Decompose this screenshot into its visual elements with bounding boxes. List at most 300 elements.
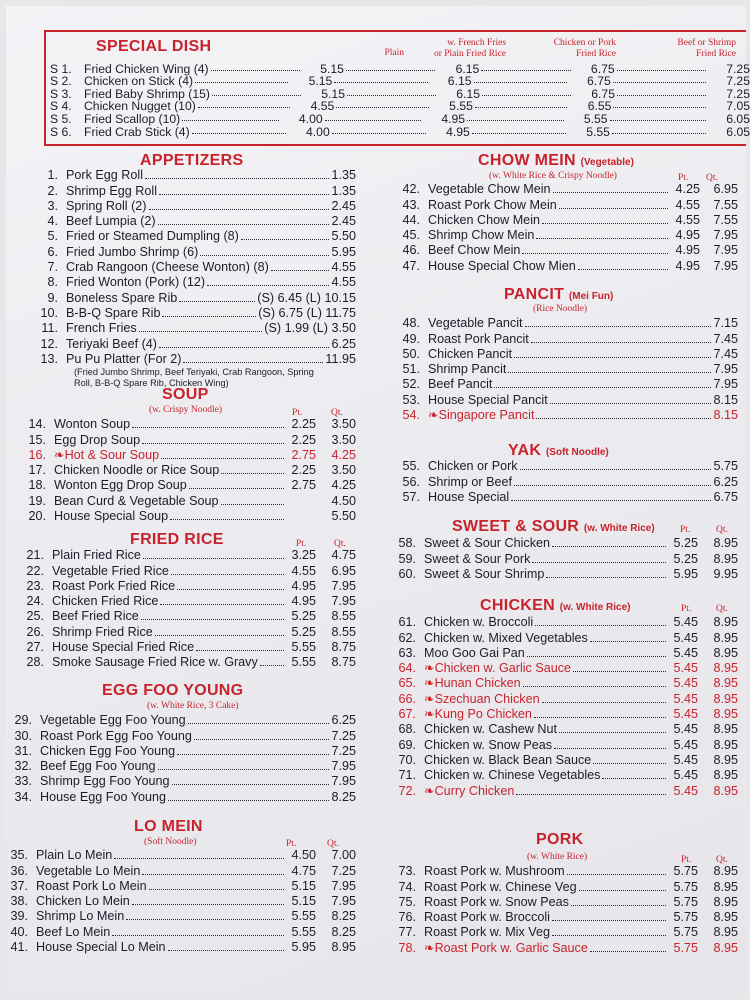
- menu-item-row: [366, 768, 738, 783]
- item-number: 47.: [402, 258, 420, 273]
- item-name: Vegetable Chow Mein: [428, 182, 551, 197]
- leader-dots: [550, 403, 712, 404]
- spicy-icon: ❧: [424, 940, 435, 955]
- price-3: 6.75: [587, 74, 611, 89]
- item-price-quart: 4.50: [331, 493, 356, 508]
- item-code: S 6.: [50, 124, 72, 139]
- item-name: Roast Pork Fried Rice: [52, 578, 176, 593]
- item-name: Beef Lumpia (2): [66, 214, 156, 229]
- item-name: Hunan Chicken: [434, 676, 521, 691]
- leader-dots: [467, 120, 563, 121]
- item-number: 59.: [398, 551, 416, 566]
- chicken-pt-header: Pt.: [681, 604, 692, 614]
- leader-dots: [554, 748, 666, 749]
- menu-item-row: [366, 646, 738, 661]
- leader-dots: [610, 120, 706, 121]
- leader-dots: [578, 269, 668, 270]
- item-price-pint: 5.55: [291, 640, 316, 655]
- item-name: Shrimp Lo Mein: [36, 909, 125, 924]
- leader-dots: [593, 763, 666, 764]
- item-name: Sweet & Sour Chicken: [424, 536, 550, 551]
- item-name: Chicken w. Black Bean Sauce: [424, 752, 592, 767]
- menu-item-row: [6, 655, 356, 670]
- item-price-pint: 5.45: [673, 783, 698, 798]
- item-number: 75.: [398, 894, 416, 909]
- menu-item-row: [6, 940, 356, 955]
- lo-mein-pt-header: Pt.: [286, 839, 297, 849]
- item-price: 7.45: [713, 346, 738, 361]
- leader-dots: [200, 255, 329, 256]
- soup-subtitle: (w. Crispy Noodle): [149, 405, 222, 415]
- leader-dots: [602, 778, 666, 779]
- price-1: 5.15: [308, 74, 333, 89]
- menu-item-row: [366, 392, 738, 407]
- chicken-qt-header: Qt.: [716, 604, 728, 614]
- leader-dots: [149, 209, 330, 210]
- menu-item-row: [6, 624, 356, 639]
- menu-item-row: [6, 548, 356, 563]
- item-name: Shrimp Fried Rice: [52, 624, 153, 639]
- item-price-quart: 8.95: [713, 894, 738, 909]
- leader-dots: [552, 546, 666, 547]
- leader-dots: [114, 858, 284, 859]
- leader-dots: [613, 107, 706, 108]
- item-price-pint: 5.45: [673, 722, 698, 737]
- item-price-pint: 4.25: [675, 182, 700, 197]
- leader-dots: [132, 904, 284, 905]
- soup-qt-header: Qt.: [331, 408, 343, 418]
- fried-rice-list: [6, 548, 356, 670]
- item-number: 5.: [47, 229, 58, 244]
- leader-dots: [531, 342, 712, 343]
- menu-item-row: [366, 630, 738, 645]
- item-price-pint: 2.25: [291, 432, 316, 447]
- item-price-pint: 5.75: [673, 910, 698, 925]
- item-price: 5.75: [713, 459, 738, 474]
- leader-dots: [590, 951, 666, 952]
- leader-dots: [141, 619, 284, 620]
- item-price-quart: 7.95: [331, 878, 356, 893]
- leader-dots: [534, 717, 666, 718]
- item-number: 14.: [28, 417, 46, 432]
- item-price: 8.15: [713, 408, 738, 423]
- item-name: Shrimp Chow Mein: [428, 228, 535, 243]
- item-price-pint: 5.45: [673, 630, 698, 645]
- menu-item-row: [366, 331, 738, 346]
- menu-item-row: [366, 490, 738, 505]
- leader-dots: [145, 178, 329, 179]
- menu-item-row: [6, 290, 356, 305]
- leader-dots: [559, 732, 666, 733]
- yak-title-text: YAK: [508, 442, 542, 459]
- chow-mein-qt-header: Qt.: [706, 173, 718, 183]
- leader-dots: [161, 458, 284, 459]
- item-name: Fried Crab Stick (4): [84, 124, 190, 139]
- menu-item-row: [366, 753, 738, 768]
- menu-item-row: [6, 789, 356, 804]
- leader-dots: [612, 133, 706, 134]
- leader-dots: [158, 224, 330, 225]
- leader-dots: [336, 107, 429, 108]
- sweet-sour-title-note: (w. White Rice): [583, 523, 655, 534]
- leader-dots: [189, 488, 284, 489]
- menu-item-row: [366, 213, 738, 228]
- item-name: Fried Scallop (10): [84, 111, 181, 126]
- item-number: 17.: [28, 463, 46, 478]
- leader-dots: [170, 519, 284, 520]
- item-price-pint: 2.75: [291, 447, 316, 462]
- item-name: Shrimp or Beef: [428, 474, 512, 489]
- item-name: Shrimp Pancit: [428, 362, 507, 377]
- item-price-quart: 8.95: [713, 630, 738, 645]
- item-number: 51.: [402, 362, 420, 377]
- item-number: 70.: [398, 752, 416, 767]
- price-1: 4.00: [306, 124, 330, 139]
- leader-dots: [112, 935, 284, 936]
- item-name: Chicken w. Chinese Vegetables: [424, 768, 601, 783]
- leader-dots: [142, 443, 284, 444]
- item-number: 20.: [28, 509, 46, 524]
- item-price-quart: 8.95: [713, 864, 738, 879]
- item-name: Roast Pork w. Snow Peas: [424, 894, 569, 909]
- price-2: 5.55: [449, 99, 473, 114]
- leader-dots: [149, 889, 284, 890]
- menu-item-row: [366, 459, 738, 474]
- menu-item-row: [366, 783, 738, 798]
- special-dish-row: [50, 112, 750, 125]
- item-name: Chicken Nugget (10): [84, 99, 196, 114]
- chow-mein-pt-header: Pt.: [678, 173, 689, 183]
- item-price-pint: 5.45: [673, 661, 698, 676]
- menu-item-row: [6, 229, 356, 244]
- price-1: 4.00: [298, 111, 323, 126]
- menu-item-row: [366, 940, 738, 955]
- item-name: Beef Lo Mein: [36, 924, 111, 939]
- leader-dots: [132, 427, 284, 428]
- leader-dots: [172, 784, 330, 785]
- menu-item-row: [366, 707, 738, 722]
- item-price-pint: 5.75: [673, 940, 698, 955]
- item-number: 60.: [398, 566, 416, 581]
- item-name: Fried Baby Shrimp (15): [84, 86, 210, 101]
- item-name: Chicken w. Cashew Nut: [424, 722, 557, 737]
- leader-dots: [522, 253, 668, 254]
- egg-foo-young-title: EGG FOO YOUNG: [102, 682, 244, 699]
- item-number: 12.: [40, 336, 58, 351]
- item-price: 6.25: [331, 336, 356, 351]
- price-4: 7.25: [726, 86, 750, 101]
- leader-dots: [211, 70, 300, 71]
- menu-item-row: [6, 432, 356, 447]
- price-3: 6.75: [591, 86, 615, 101]
- item-name: Fried Chicken Wing (4): [84, 61, 209, 76]
- item-price-quart: 4.25: [331, 447, 356, 462]
- leader-dots: [171, 574, 284, 575]
- leader-dots: [516, 794, 666, 795]
- item-price-quart: 8.95: [713, 676, 738, 691]
- item-number: 54.: [402, 408, 420, 423]
- chicken-title-note: (w. White Rice): [559, 602, 631, 613]
- menu-item-row: [6, 509, 356, 524]
- yak-title-note: (Soft Noodle): [545, 447, 609, 458]
- special-dish-row: [50, 125, 750, 138]
- spicy-icon: ❧: [424, 676, 435, 691]
- leader-dots: [567, 874, 666, 875]
- special-dish-list: [50, 62, 750, 138]
- leader-dots: [617, 95, 706, 96]
- item-code: S 3.: [50, 86, 72, 101]
- item-name: Chicken or Pork: [428, 459, 518, 474]
- item-price-quart: 8.95: [713, 722, 738, 737]
- item-price-quart: 5.50: [331, 509, 356, 524]
- item-number: 15.: [28, 432, 46, 447]
- yak-list: [366, 459, 738, 505]
- item-name: Singapore Pancit: [438, 408, 535, 423]
- leader-dots: [482, 95, 571, 96]
- item-price-quart: 8.95: [713, 879, 738, 894]
- menu-item-row: [6, 214, 356, 229]
- price-2: 4.95: [446, 124, 470, 139]
- item-number: 78.: [398, 940, 416, 955]
- leader-dots: [520, 469, 712, 470]
- item-number: 22.: [26, 563, 44, 578]
- item-price: 1.35: [331, 168, 356, 183]
- menu-item-row: [366, 691, 738, 706]
- item-number: 25.: [26, 609, 44, 624]
- soup-title: SOUP: [162, 386, 209, 403]
- item-number: 56.: [402, 474, 420, 489]
- chow-mein-list: [366, 182, 738, 274]
- item-price-pint: 5.25: [673, 536, 698, 551]
- item-name: B-B-Q Spare Rib: [66, 305, 161, 320]
- price-4: 6.05: [726, 111, 750, 126]
- item-code: S 5.: [50, 111, 72, 126]
- item-price-quart: 8.55: [331, 609, 356, 624]
- menu-item-row: [6, 774, 356, 789]
- item-price-pint: 5.55: [291, 909, 316, 924]
- item-price-quart: 8.95: [331, 940, 356, 955]
- item-price-quart: 8.95: [713, 645, 738, 660]
- item-price: (S) 6.45 (L) 10.15: [257, 290, 356, 305]
- item-name: Beef Egg Foo Young: [40, 759, 156, 774]
- item-price: 7.25: [331, 728, 356, 743]
- item-name: Roast Pork w. Mushroom: [424, 864, 565, 879]
- menu-item-row: [6, 863, 356, 878]
- item-price: 8.15: [713, 392, 738, 407]
- leader-dots: [542, 223, 668, 224]
- item-name: Roast Pork Chow Mein: [428, 197, 557, 212]
- leader-dots: [260, 665, 284, 666]
- item-price-pint: 5.45: [673, 691, 698, 706]
- item-price-quart: 3.50: [331, 432, 356, 447]
- item-name: Hot & Sour Soup: [64, 447, 160, 462]
- pancit-title: [504, 286, 613, 304]
- item-number: 73.: [398, 864, 416, 879]
- item-price-quart: 8.25: [331, 924, 356, 939]
- leader-dots: [158, 769, 330, 770]
- item-price-pint: 4.95: [291, 594, 316, 609]
- menu-item-row: [366, 910, 738, 925]
- menu-item-row: [366, 228, 738, 243]
- item-name: Chicken Lo Mein: [36, 894, 130, 909]
- leader-dots: [241, 239, 330, 240]
- item-price-quart: 6.95: [331, 563, 356, 578]
- item-price: 6.75: [713, 489, 738, 504]
- item-price-pint: 4.50: [291, 848, 316, 863]
- item-price-pint: 5.25: [291, 624, 316, 639]
- item-price: 7.15: [713, 316, 738, 331]
- item-name: Vegetable Lo Mein: [36, 863, 141, 878]
- menu-item-row: [366, 197, 738, 212]
- leader-dots: [347, 95, 436, 96]
- leader-dots: [177, 754, 329, 755]
- fried-rice-title: FRIED RICE: [130, 531, 224, 548]
- menu-page: [6, 6, 750, 996]
- item-price-quart: 7.95: [713, 243, 738, 258]
- chow-mein-subtitle: (w. White Rice & Crispy Noodle): [489, 171, 617, 181]
- menu-item-row: [6, 275, 356, 290]
- item-name: Roast Pork Egg Foo Young: [40, 728, 192, 743]
- item-number: 50.: [402, 346, 420, 361]
- leader-dots: [182, 120, 278, 121]
- leader-dots: [159, 194, 329, 195]
- egg-foo-young-subtitle: (w. White Rice, 3 Cake): [147, 701, 239, 711]
- item-price-quart: 7.95: [331, 578, 356, 593]
- item-price-pint: 4.95: [675, 258, 700, 273]
- leader-dots: [207, 285, 329, 286]
- menu-item-row: [366, 737, 738, 752]
- item-price: 7.45: [713, 331, 738, 346]
- item-name: Chicken w. Broccoli: [424, 615, 534, 630]
- leader-dots: [527, 656, 666, 657]
- item-name: House Special Chow Mien: [428, 258, 576, 273]
- price-1: 4.55: [310, 99, 335, 114]
- item-number: 63.: [398, 645, 416, 660]
- price-1: 5.15: [320, 61, 344, 76]
- chicken-title: [480, 597, 631, 615]
- leader-dots: [559, 208, 668, 209]
- item-number: 1.: [47, 168, 58, 183]
- item-number: 49.: [402, 331, 420, 346]
- item-name: House Special: [428, 489, 510, 504]
- item-name: Chicken w. Snow Peas: [424, 737, 553, 752]
- item-name: Chicken Fried Rice: [52, 594, 159, 609]
- menu-item-row: [366, 377, 738, 392]
- item-price-quart: 8.95: [713, 661, 738, 676]
- menu-item-row: [366, 879, 738, 894]
- item-price-pint: 5.15: [291, 878, 316, 893]
- leader-dots: [474, 82, 567, 83]
- pork-title: PORK: [536, 831, 584, 848]
- special-dish-row: [50, 75, 750, 88]
- soup-list: [6, 417, 356, 524]
- item-price-quart: 7.55: [713, 197, 738, 212]
- pork-subtitle: (w. White Rice): [527, 852, 588, 862]
- item-price-quart: 8.95: [713, 910, 738, 925]
- item-price-quart: 8.75: [331, 640, 356, 655]
- item-name: Bean Curd & Vegetable Soup: [54, 493, 219, 508]
- price-4: 7.25: [726, 61, 750, 76]
- item-number: 58.: [398, 536, 416, 551]
- item-name: Fried Wonton (Pork) (12): [66, 275, 206, 290]
- sweet-sour-list: [366, 536, 738, 582]
- item-name: Chicken on Stick (4): [84, 74, 194, 89]
- special-dish-row: [50, 87, 750, 100]
- item-number: 33.: [14, 774, 32, 789]
- item-price-quart: 8.95: [713, 551, 738, 566]
- menu-item-row: [6, 463, 356, 478]
- chicken-list: [366, 615, 738, 799]
- item-name: Chicken Pancit: [428, 346, 512, 361]
- lo-mein-subtitle: (Soft Noodle): [144, 837, 197, 847]
- price-2: 6.15: [455, 61, 480, 76]
- item-number: 30.: [14, 728, 32, 743]
- item-price: 7.95: [331, 759, 356, 774]
- menu-item-row: [6, 199, 356, 214]
- item-name: Egg Drop Soup: [54, 432, 141, 447]
- item-number: 76.: [398, 910, 416, 925]
- sweet-sour-qt-header: Qt.: [716, 525, 728, 535]
- leader-dots: [552, 935, 666, 936]
- item-number: 67.: [398, 707, 416, 722]
- menu-item-row: [366, 925, 738, 940]
- leader-dots: [535, 625, 666, 626]
- item-price: (S) 6.75 (L) 11.75: [258, 305, 356, 320]
- price-2: 4.95: [441, 111, 466, 126]
- menu-item-row: [366, 722, 738, 737]
- item-name: Vegetable Pancit: [428, 316, 523, 331]
- leader-dots: [334, 82, 427, 83]
- leader-dots: [198, 107, 291, 108]
- item-number: 61.: [398, 615, 416, 630]
- item-price-pint: 5.45: [673, 676, 698, 691]
- item-number: 43.: [402, 197, 420, 212]
- menu-item-row: [6, 168, 356, 183]
- item-number: 18.: [28, 478, 46, 493]
- item-name: Pork Egg Roll: [66, 168, 143, 183]
- item-number: 71.: [398, 768, 416, 783]
- item-name: House Special Fried Rice: [52, 640, 195, 655]
- item-number: 11.: [41, 321, 58, 336]
- price-2: 6.15: [456, 86, 480, 101]
- item-name: Vegetable Egg Foo Young: [40, 713, 186, 728]
- item-price-pint: 3.25: [291, 548, 316, 563]
- pancit-title-text: PANCIT: [504, 286, 565, 303]
- item-price: (S) 1.99 (L) 3.50: [264, 321, 356, 336]
- item-price-pint: 4.55: [675, 197, 700, 212]
- menu-item-row: [366, 661, 738, 676]
- leader-dots: [142, 874, 284, 875]
- leader-dots: [168, 800, 329, 801]
- chicken-title-text: CHICKEN: [480, 597, 555, 614]
- item-name: Fried Jumbo Shrimp (6): [66, 244, 199, 259]
- item-number: 37.: [10, 878, 28, 893]
- pancit-title-note: (Mei Fun): [568, 291, 614, 302]
- item-number: 42.: [402, 182, 420, 197]
- menu-item-row: [6, 848, 356, 863]
- price-4: 7.25: [726, 74, 750, 89]
- menu-item-row: [6, 609, 356, 624]
- pork-pt-header: Pt.: [681, 855, 692, 865]
- item-number: 64.: [398, 661, 416, 676]
- item-number: 8.: [47, 275, 58, 290]
- pancit-list: [366, 316, 738, 423]
- item-price: 7.95: [331, 774, 356, 789]
- item-number: 6.: [47, 244, 58, 259]
- item-name: Shrimp Egg Roll: [66, 183, 157, 198]
- item-number: 7.: [47, 260, 58, 275]
- leader-dots: [525, 326, 712, 327]
